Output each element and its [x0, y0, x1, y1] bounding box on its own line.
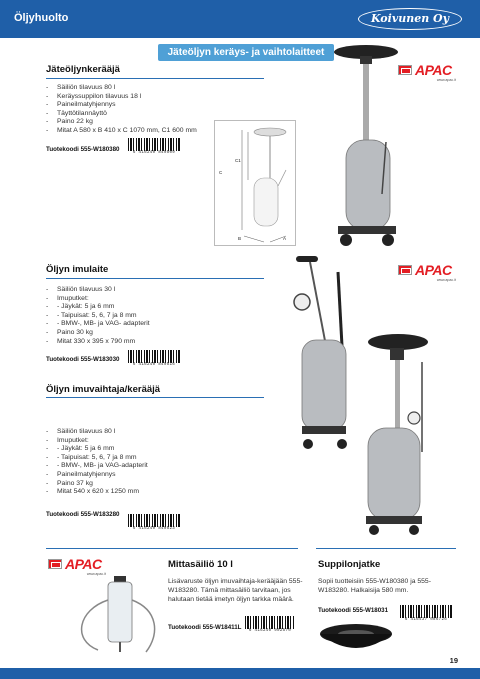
- barcode: [400, 605, 452, 622]
- header-title: Öljyhuolto: [14, 12, 69, 24]
- spec-item: - Täyttötilannäyttö: [46, 110, 197, 119]
- section-rule: [46, 278, 264, 279]
- description-suppilonjatke: Sopii tuotteisiin 555-W180380 ja 555-W183280. Halkaisija 580 mm.: [318, 578, 431, 594]
- barcode-number: 6 416240 849509: [132, 151, 176, 155]
- barcode-number: 6 416240 902570: [248, 629, 292, 633]
- spec-list-oljyn-imulaite: [46, 286, 150, 346]
- section-rule: [316, 548, 456, 549]
- dimension-drawing: [214, 120, 296, 246]
- waste-oil-collector-image: [316, 44, 400, 256]
- apac-logo: [398, 62, 456, 82]
- spec-item: - Paino 30 kg: [46, 329, 150, 338]
- apac-logo-text: APAC: [415, 62, 452, 78]
- spec-item: - Säiliön tilavuus 30 l: [46, 286, 150, 295]
- apac-url: www.apac.it: [436, 78, 456, 82]
- product-code: Tuotekoodi 555-W183030: [46, 356, 120, 363]
- barcode-number: 6 416437 086726: [404, 618, 448, 622]
- section-title-oljyn-imulaite: Öljyn imulaite: [46, 264, 109, 275]
- measuring-tank-image: [68, 570, 164, 660]
- spec-item: - - Taipuisat: 5, 6, 7 ja 8 mm: [46, 454, 148, 463]
- spec-item: - - BMW-, MB- ja VAG-adapterit: [46, 462, 148, 471]
- product-code: Tuotekoodi 555-W18031: [318, 607, 389, 614]
- barcode-number: 6 416240 849516: [132, 363, 176, 367]
- description-mittasailio: Lisävaruste öljyn imuvaihtaja-kerääjään 555-W183280. Tämä mittasäiliö tarvitaan, jos halutaan tietää imetyn öljyn tarkka määrä.: [168, 578, 303, 603]
- apac-logo-text: APAC: [415, 262, 452, 278]
- spec-item: - Paino 37 kg: [46, 480, 148, 489]
- spec-item: - Keräyssuppilon tilavuus 18 l: [46, 93, 197, 102]
- funnel-extension-image: [318, 622, 394, 656]
- barcode-number: 6 416240 849523: [132, 527, 176, 531]
- apac-logo: [398, 262, 456, 282]
- barcode: [128, 138, 180, 155]
- dim-label-c: C: [219, 170, 223, 175]
- spec-item: - Paineilmatyhjennys: [46, 471, 148, 480]
- spec-item: - Paino 22 kg: [46, 118, 197, 127]
- spec-item: - - Jäykät: 5 ja 6 mm: [46, 303, 150, 312]
- spec-item: - - BMW-, MB- ja VAG- adapterit: [46, 320, 150, 329]
- spec-item: - Mitat 330 x 395 x 790 mm: [46, 338, 150, 347]
- section-rule: [46, 78, 264, 79]
- oil-suction-changer-image: [352, 332, 442, 542]
- apac-url: www.apac.it: [86, 572, 106, 576]
- page-header: [0, 0, 480, 38]
- spec-list-oljyn-imuvaihtaja: [46, 428, 148, 497]
- spec-item: - Mitat A 580 x B 410 x C 1070 mm, C1 600 mm: [46, 127, 197, 136]
- spec-item: - Paineilmatyhjennys: [46, 101, 197, 110]
- barcode: [128, 350, 180, 367]
- spec-item: - Imuputket:: [46, 437, 148, 446]
- category-banner: Jäteöljyn keräys- ja vaihtolaitteet: [158, 44, 334, 61]
- page-number: 19: [449, 656, 458, 665]
- section-rule: [46, 548, 298, 549]
- product-code: Tuotekoodi 555-W180380: [46, 146, 120, 153]
- section-rule: [46, 397, 264, 398]
- spec-list-jateoljynkeraaja: [46, 84, 197, 136]
- spec-item: - Säiliön tilavuus 80 l: [46, 84, 197, 93]
- spec-item: - Säiliön tilavuus 80 l: [46, 428, 148, 437]
- dim-label-a: A: [283, 236, 287, 241]
- apac-logo-text: APAC: [65, 556, 102, 572]
- dim-label-b: B: [238, 236, 242, 241]
- barcode: [245, 616, 295, 633]
- apac-url: www.apac.it: [436, 278, 456, 282]
- spec-item: - Imuputket:: [46, 295, 150, 304]
- section-title-oljyn-imuvaihtaja: Öljyn imuvaihtaja/kerääjä: [46, 384, 161, 395]
- dim-label-c1: C1: [235, 158, 241, 163]
- page-footer: [0, 668, 480, 679]
- title-mittasailio: Mittasäiliö 10 l: [168, 559, 233, 570]
- barcode: [128, 514, 180, 531]
- product-code: Tuotekoodi 555-W183280: [46, 511, 120, 518]
- spec-item: - - Taipuisat: 5, 6, 7 ja 8 mm: [46, 312, 150, 321]
- spec-item: - Mitat 540 x 620 x 1250 mm: [46, 488, 148, 497]
- brand-logo: Koivunen Oy: [358, 8, 462, 30]
- title-suppilonjatke: Suppilonjatke: [318, 559, 381, 570]
- section-title-jateoljynkeraaja: Jäteöljynkerääjä: [46, 64, 120, 75]
- spec-item: - - Jäykät: 5 ja 6 mm: [46, 445, 148, 454]
- product-code: Tuotekoodi 555-W18411L: [168, 624, 242, 631]
